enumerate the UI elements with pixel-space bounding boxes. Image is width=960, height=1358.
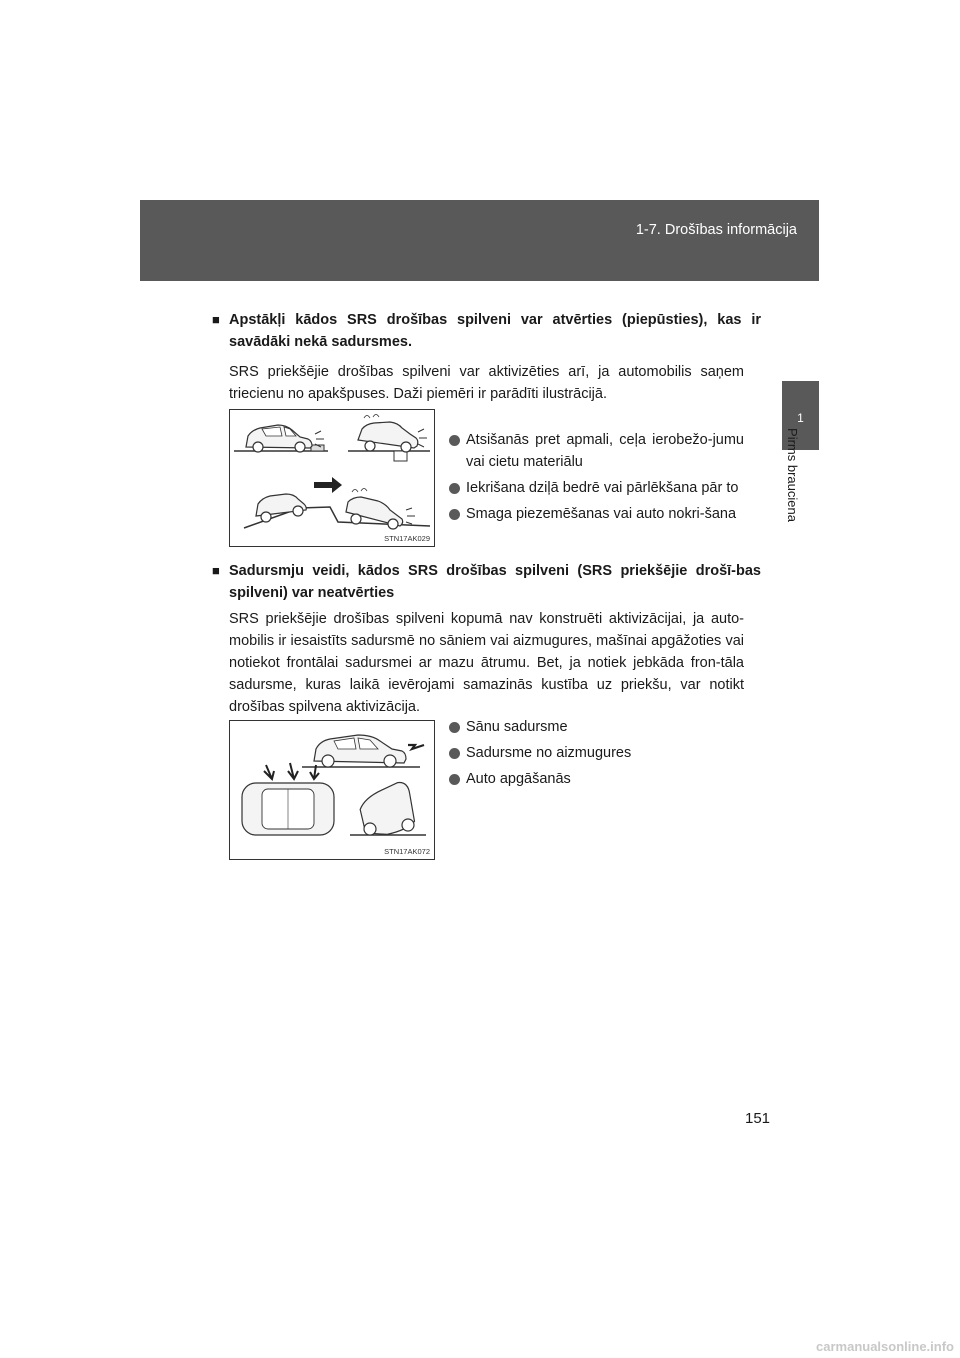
section2-heading [212,560,761,604]
figure-code: STN17AK029 [384,534,430,543]
section1-heading-text: Apstākļi kādos SRS drošības spilveni var atvērties (piepūsties), kas ir savādāki nekā sadursmes. [229,312,761,350]
section2-bullet-list [449,716,744,794]
figure-airbag-underside-impacts [229,409,435,547]
list-item: Sānu sadursme [449,716,744,738]
figure-non-deploying-collisions [229,720,435,860]
figure-code: STN17AK072 [384,847,430,856]
chapter-number: 1 [797,411,804,425]
bullet-icon [449,509,460,520]
section1-body: SRS priekšējie drošības spilveni var aktivizēties arī, ja automobilis saņem triecienu no apakšpuses. Daži piemēri ir parādīti ilustrācijā. [229,364,744,402]
list-item: Auto apgāšanās [449,768,744,790]
list-item: Iekrišana dziļā bedrē vai pārlēkšana pār to [449,477,744,499]
bullet-icon [449,722,460,733]
chapter-header-band [140,200,819,281]
square-bullet-icon: ■ [212,563,220,578]
section1-bullet-list [449,429,744,529]
page-number: 151 [745,1110,771,1127]
section2-body: SRS priekšējie drošības spilveni kopumā nav konstruēti aktivizācijai, ja auto-mobilis ir iesaistīts sadursmē no sāniem vai aizmugures, mašīnai apgāžoties vai notiekot frontālai sadursmei ar mazu ātrumu. Bet, ja notiek jebkāda fron-tāla sadursme, kuras laikā ievērojami samazinās kustība uz priekšu, var notikt drošības spilvena aktivizācija. [229,611,744,715]
section2-heading-text: Sadursmju veidi, kādos SRS drošības spilveni (SRS priekšējie drošī-bas spilveni) var neatvērties [229,563,761,601]
list-item: Smaga piezemēšanas vai auto nokri-šana [449,503,744,525]
bullet-icon [449,483,460,494]
chapter-title: 1-7. Drošības informācija [635,222,797,238]
list-item: Atsišanās pret apmali, ceļa ierobežo-jumu vai cietu materiālu [449,429,744,473]
watermark: carmanualsonline.info [816,1339,954,1354]
section1-heading [212,309,761,353]
bullet-icon [449,774,460,785]
car-underside-impact-illustration [230,410,434,546]
list-item: Sadursme no aizmugures [449,742,744,764]
bullet-icon [449,435,460,446]
chapter-side-label: Pirms brauciena [785,428,800,522]
side-rear-rollover-illustration [230,721,434,859]
square-bullet-icon: ■ [212,312,220,327]
bullet-icon [449,748,460,759]
